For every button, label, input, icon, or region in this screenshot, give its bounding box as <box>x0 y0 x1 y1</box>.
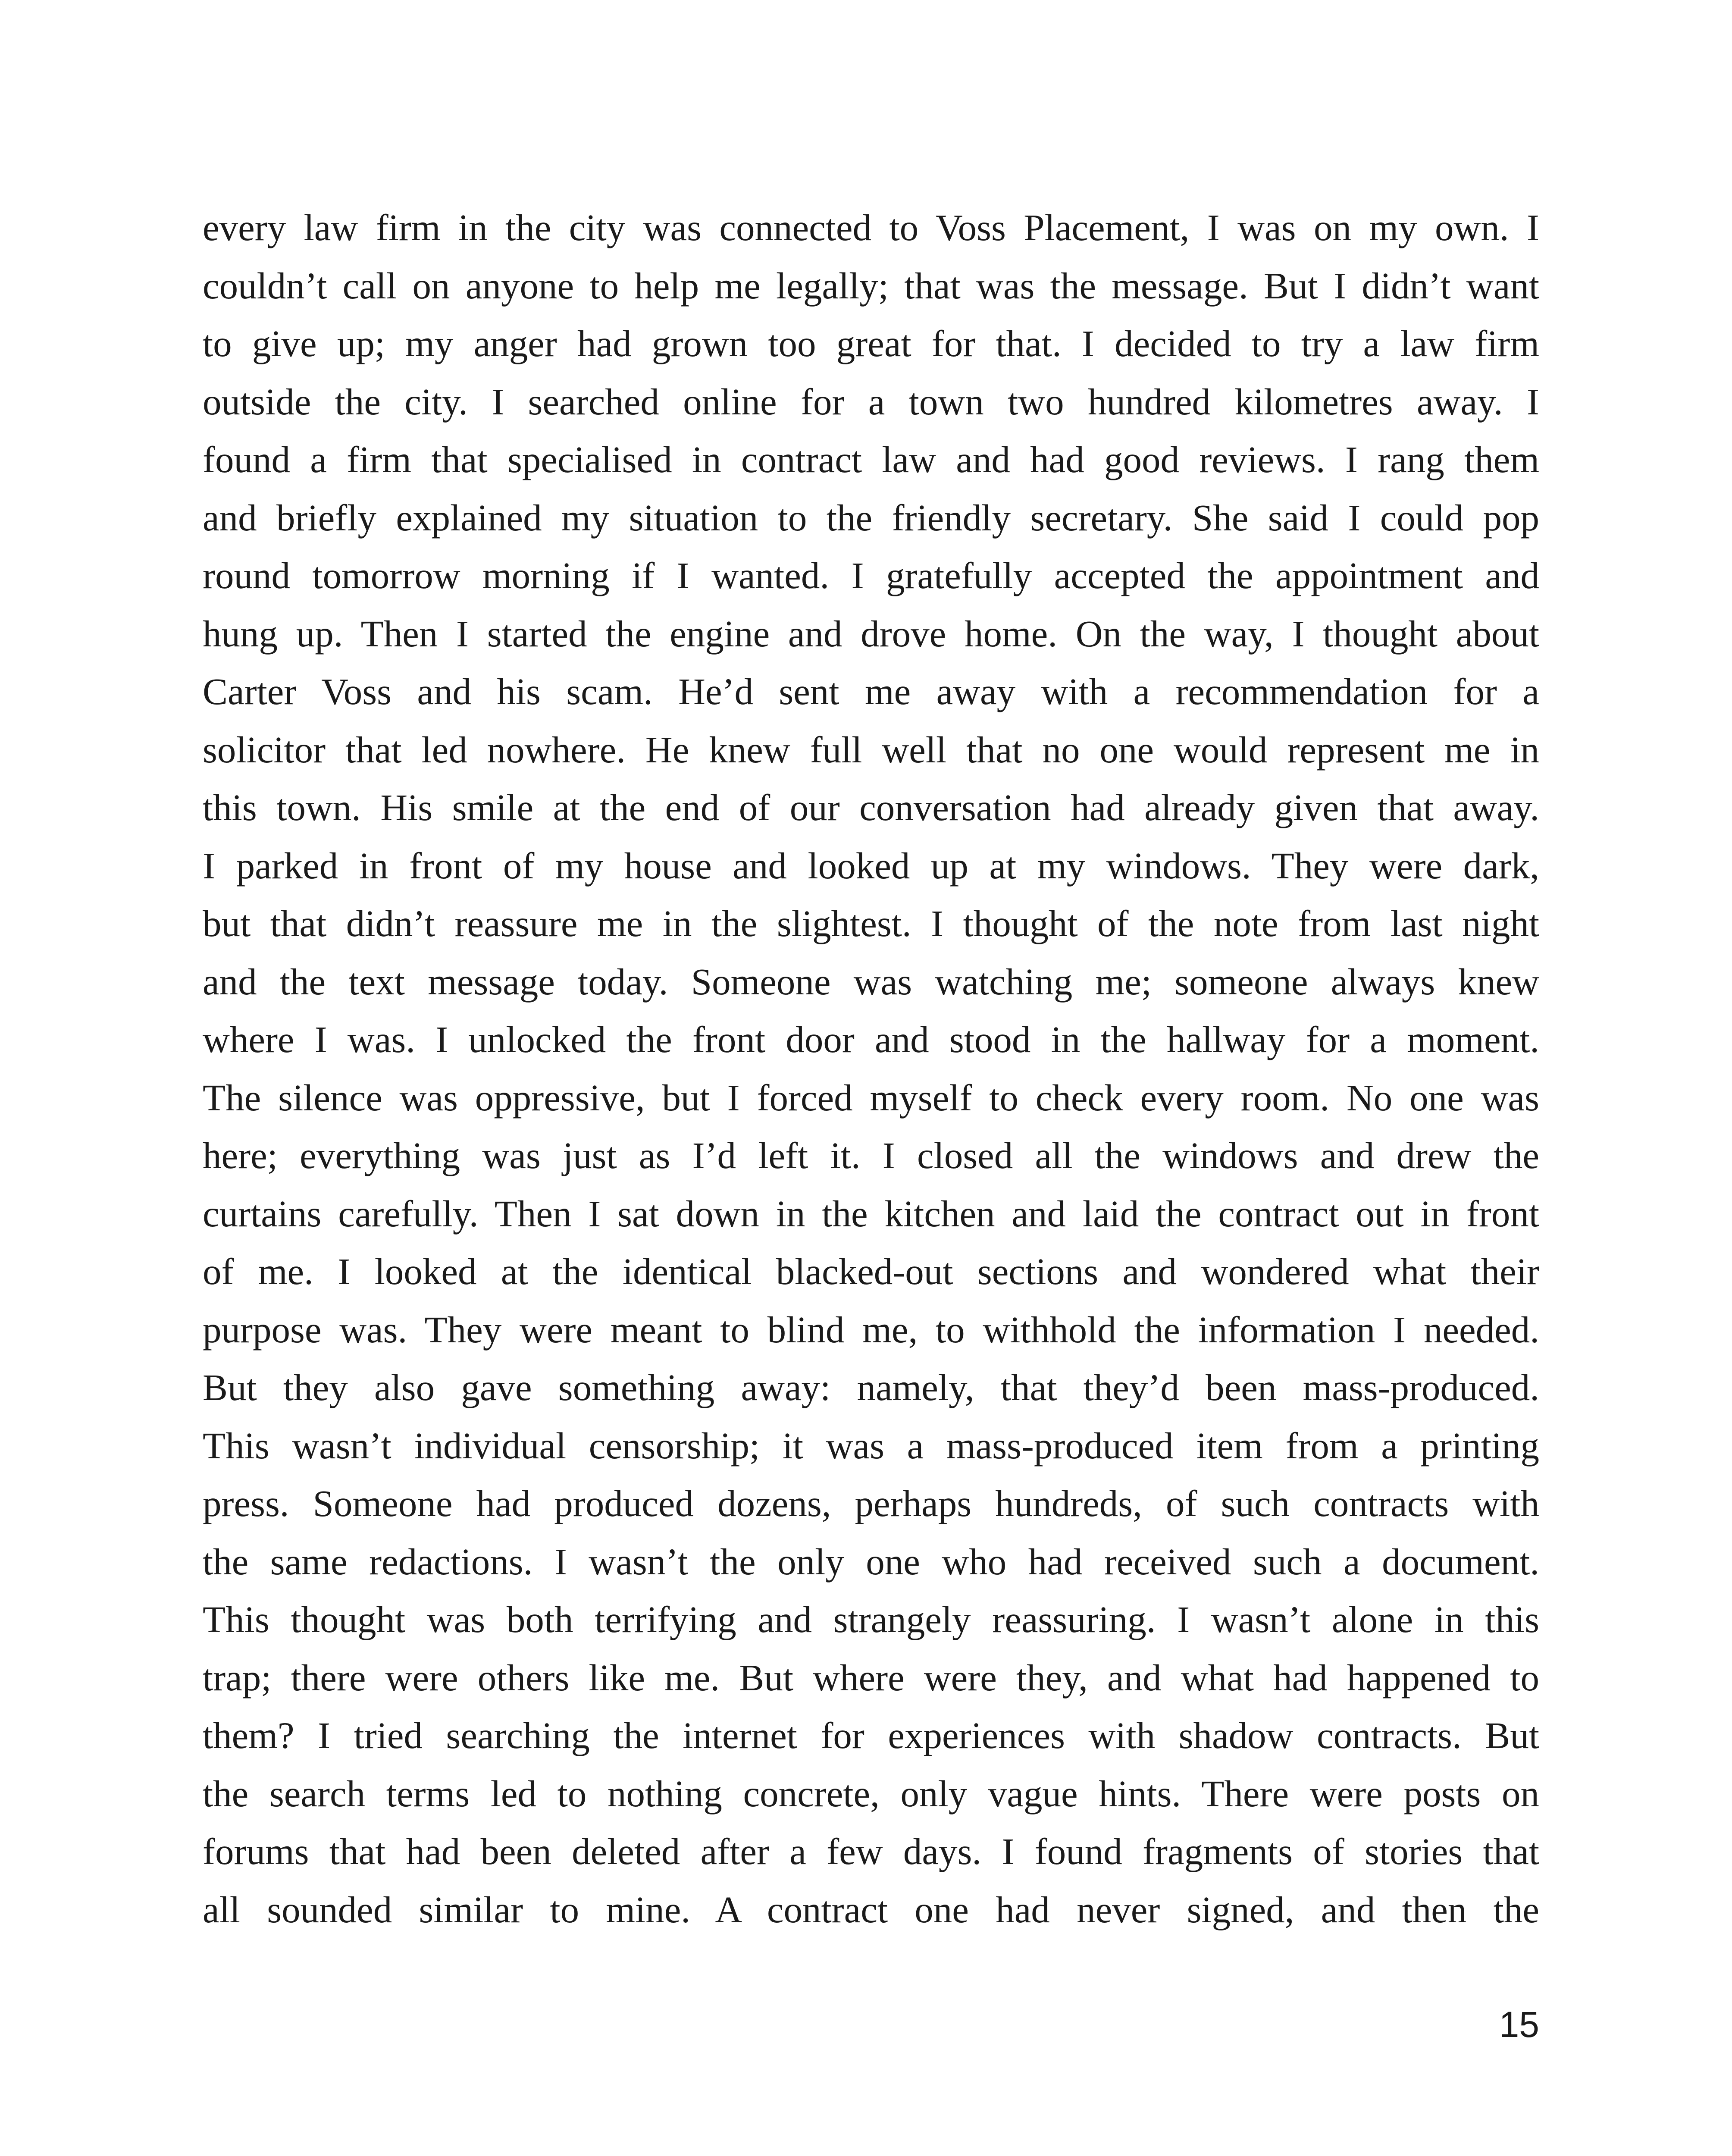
text-line: found a firm that specialised in contract law and had good reviews. I rang them <box>203 439 1539 480</box>
text-line: outside the city. I searched online for a town two hundred kilometres away. I <box>203 380 1539 423</box>
text-line: This wasn’t individual censorship; it was a mass-produced item from a printing <box>203 1424 1539 1467</box>
text-line: them? I tried searching the internet for experiences with shadow contracts. But <box>203 1714 1539 1756</box>
text-line: round tomorrow morning if I wanted. I gratefully accepted the appointment and <box>203 555 1539 596</box>
text-line: every law firm in the city was connected to Voss Placement, I was on my own. I <box>203 207 1539 248</box>
text-line: hung up. Then I started the engine and drove home. On the way, I thought about <box>203 612 1539 655</box>
text-line: to give up; my anger had grown too great for that. I decided to try a law firm <box>203 323 1539 364</box>
text-line: of me. I looked at the identical blacked-out sections and wondered what their <box>203 1250 1539 1292</box>
text-line: the search terms led to nothing concrete, only vague hints. There were posts on <box>203 1772 1539 1814</box>
text-line: here; everything was just as I’d left it. I closed all the windows and drew the <box>203 1134 1539 1176</box>
text-line: this town. His smile at the end of our conversation had already given that away. <box>203 787 1539 828</box>
text-line: Carter Voss and his scam. He’d sent me away with a recommendation for a <box>203 671 1539 712</box>
text-line: curtains carefully. Then I sat down in the kitchen and laid the contract out in front <box>203 1192 1539 1235</box>
text-line: trap; there were others like me. But where were they, and what had happened to <box>203 1656 1539 1698</box>
text-line: all sounded similar to mine. A contract one had never signed, and then the <box>203 1888 1539 1930</box>
text-line: where I was. I unlocked the front door and stood in the hallway for a moment. <box>203 1018 1539 1060</box>
text-line: but that didn’t reassure me in the slightest. I thought of the note from last night <box>203 903 1539 944</box>
body-text <box>203 199 1539 1939</box>
text-line: But they also gave something away: namely, that they’d been mass-produced. <box>203 1366 1539 1408</box>
text-line: and briefly explained my situation to the friendly secretary. She said I could pop <box>203 496 1539 539</box>
text-line: I parked in front of my house and looked up at my windows. They were dark, <box>203 844 1539 887</box>
text-line: This thought was both terrifying and strangely reassuring. I wasn’t alone in this <box>203 1598 1539 1640</box>
page-number: 15 <box>1499 2004 1539 2045</box>
text-line: press. Someone had produced dozens, perhaps hundreds, of such contracts with <box>203 1482 1539 1524</box>
text-line: the same redactions. I wasn’t the only one who had received such a document. <box>203 1540 1539 1583</box>
text-line: couldn’t call on anyone to help me legally; that was the message. But I didn’t want <box>203 264 1539 307</box>
text-line: and the text message today. Someone was watching me; someone always knew <box>203 960 1539 1003</box>
text-line: solicitor that led nowhere. He knew full well that no one would represent me in <box>203 728 1539 771</box>
text-line: purpose was. They were meant to blind me, to withhold the information I needed. <box>203 1308 1539 1351</box>
text-line: The silence was oppressive, but I forced myself to check every room. No one was <box>203 1076 1539 1119</box>
text-line: forums that had been deleted after a few days. I found fragments of stories that <box>203 1830 1539 1872</box>
